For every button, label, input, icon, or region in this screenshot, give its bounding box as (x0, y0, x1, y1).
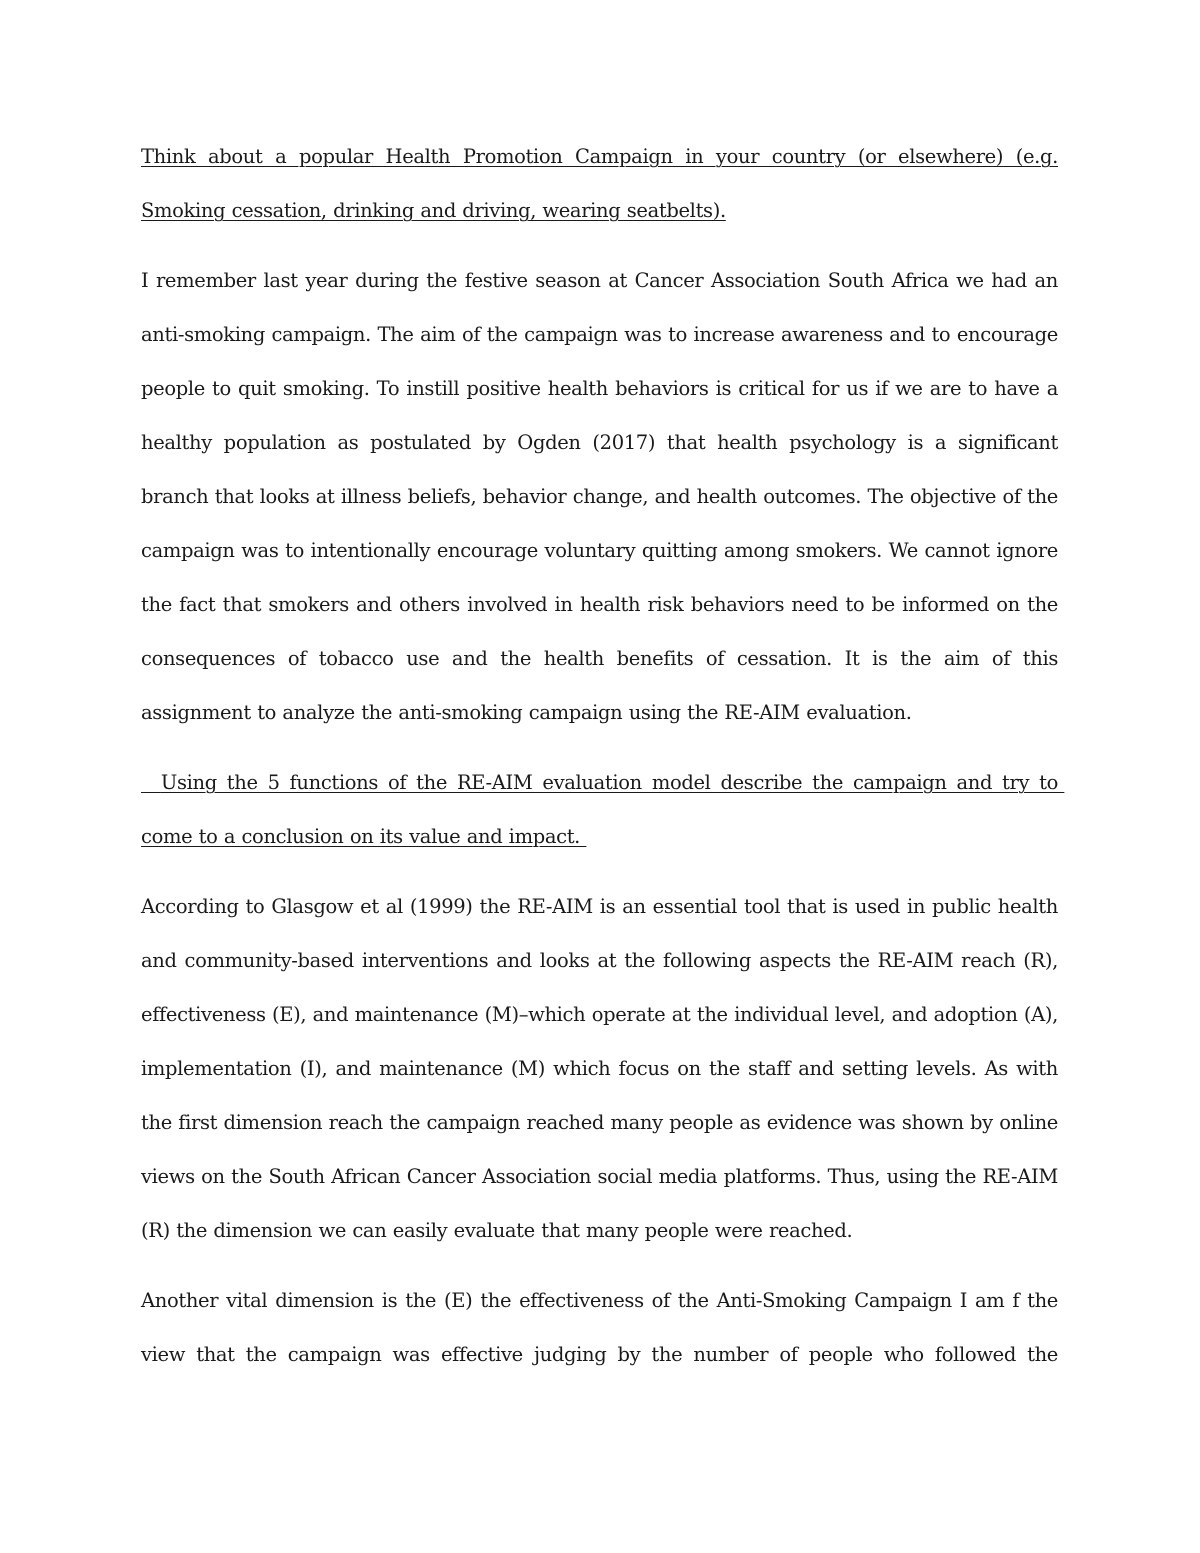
body-paragraph-1: I remember last year during the festive season at Cancer Association South Africa we had an anti-smoking campaign. The aim of the campaign was to increase awareness and to encourage people to quit smoking. To instill positive health behaviors is critical for us if we are to have a healthy population as postulated by Ogden (2017) that health psychology is a significant branch that looks at illness beliefs, behavior change, and health outcomes. The objective of the campaign was to intentionally encourage voluntary quitting among smokers. We cannot ignore the fact that smokers and others involved in health risk behaviors need to be informed on the consequences of tobacco use and the health benefits of cessation. It is the aim of this assignment to analyze the anti-smoking campaign using the RE-AIM evaluation. (141, 269, 1058, 724)
document-body (141, 130, 1065, 1398)
body-paragraph-3: Another vital dimension is the (E) the effectiveness of the Anti-Smoking Campaign I am f the view that the campaign was effective judging by the number of people who followed the (141, 1289, 1058, 1366)
question-heading-1: Think about a popular Health Promotion Campaign in your country (or elsewhere) (e.g. Smoking cessation, drinking and driving, wearing seatbelts). (141, 145, 1058, 222)
question-heading-2: Using the 5 functions of the RE-AIM evaluation model describe the campaign and try to come to a conclusion on its value and impact. (141, 771, 1065, 848)
body-paragraph-2: According to Glasgow et al (1999) the RE-AIM is an essential tool that is used in public health and community-based interventions and looks at the following aspects the RE-AIM reach (R), effectiveness (E), and maintenance (M)–which operate at the individual level, and adoption (A), implementation (I), and maintenance (M) which focus on the staff and setting levels. As with the first dimension reach the campaign reached many people as evidence was shown by online views on the South African Cancer Association social media platforms. Thus, using the RE-AIM (R) the dimension we can easily evaluate that many people were reached. (141, 895, 1058, 1242)
